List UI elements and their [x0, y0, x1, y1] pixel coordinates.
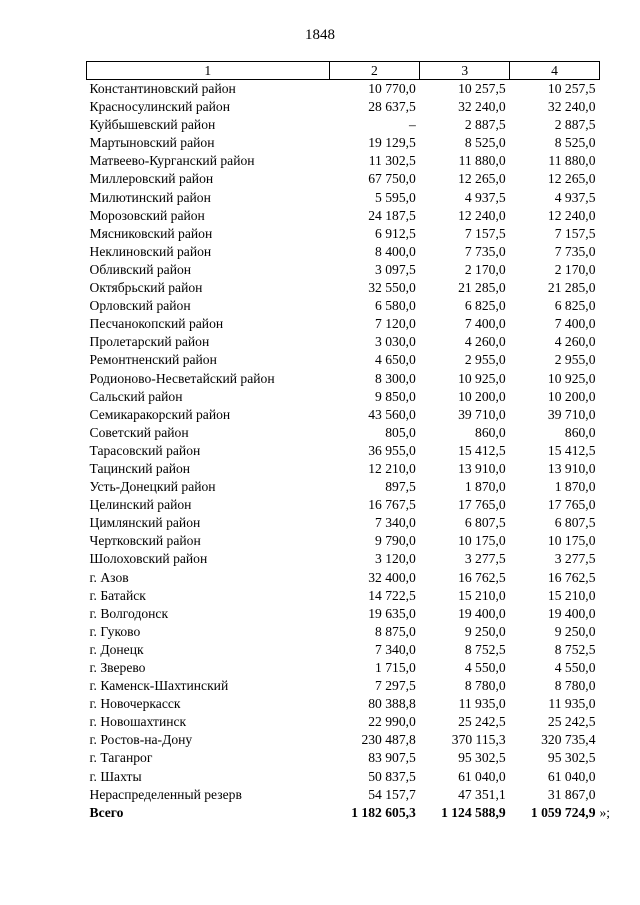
value-col-2: –: [409, 117, 416, 133]
value-col-2: 7 340,0: [375, 641, 416, 657]
row-label: Тацинский район: [89, 460, 191, 476]
value-col-3: 7 400,0: [464, 316, 506, 332]
table-row: [87, 225, 600, 243]
total-value: [420, 804, 510, 822]
value-col-2: 8 875,0: [375, 623, 416, 639]
row-label: Ремонтненский район: [89, 352, 217, 368]
row-label: Сальский район: [89, 388, 183, 404]
table-row: [87, 695, 600, 713]
value-col-2: 8 400,0: [375, 243, 416, 259]
value-col-3: 4 260,0: [464, 334, 506, 350]
value-col-4: 39 710,0: [547, 406, 596, 422]
value-col-4: 2 170,0: [554, 261, 596, 277]
row-label: Октябрьский район: [89, 280, 203, 296]
table-header-row: [87, 62, 600, 80]
value-col-4: 1 870,0: [554, 479, 596, 495]
value-col-4: 10 925,0: [547, 370, 596, 386]
table-row: [87, 424, 600, 442]
row-label: г. Донецк: [89, 641, 144, 657]
total-value: [329, 804, 420, 822]
table-row: [87, 731, 600, 749]
table-body: [87, 80, 611, 822]
table-row: [87, 478, 600, 496]
value-col-4: 10 257,5: [547, 81, 596, 96]
value-col-3: 11 935,0: [458, 696, 506, 712]
table-row: [87, 261, 600, 279]
column-header: 4: [510, 62, 600, 80]
row-label: Целинский район: [89, 497, 192, 513]
value-col-4: 61 040,0: [547, 768, 596, 784]
total-value-text: 1 124 588,9: [441, 804, 506, 820]
row-label: г. Гуково: [89, 623, 141, 639]
value-col-4: 2 887,5: [554, 117, 596, 133]
value-col-3: 1 870,0: [464, 479, 506, 495]
value-col-4: 15 412,5: [547, 442, 596, 458]
value-col-3: 25 242,5: [458, 714, 506, 730]
total-value-text: 1 182 605,3: [351, 804, 416, 820]
table-row: [87, 460, 600, 478]
value-col-3: 21 285,0: [458, 280, 506, 296]
row-label: г. Таганрог: [89, 750, 153, 766]
row-label: г. Каменск-Шахтинский: [89, 678, 229, 694]
row-label: г. Азов: [89, 569, 129, 585]
table-row: [87, 243, 600, 261]
total-value-text: 1 059 724,9: [530, 804, 596, 820]
value-col-4: 8 525,0: [554, 135, 596, 151]
value-col-2: 22 990,0: [368, 714, 416, 730]
table-row: [87, 297, 600, 315]
value-col-4: 6 825,0: [554, 298, 596, 314]
table-row: [87, 170, 600, 188]
table-row: [87, 659, 600, 677]
value-col-2: 83 907,5: [368, 750, 416, 766]
value-col-4: 32 240,0: [547, 99, 596, 115]
row-label: Мартыновский район: [89, 135, 215, 151]
row-label: Семикаракорский район: [89, 406, 231, 422]
value-col-2: 50 837,5: [368, 768, 416, 784]
value-col-4: 25 242,5: [547, 714, 596, 730]
value-col-3: 95 302,5: [458, 750, 506, 766]
table-row: [87, 333, 600, 351]
table-row: [87, 406, 600, 424]
value-col-2: 7 120,0: [375, 316, 416, 332]
value-col-2: 7 297,5: [375, 678, 416, 694]
row-label: Константиновский район: [89, 81, 236, 96]
value-col-2: 6 912,5: [375, 225, 416, 241]
column-header: 2: [329, 62, 420, 80]
value-col-2: 54 157,7: [368, 786, 416, 802]
value-col-3: 16 762,5: [458, 569, 506, 585]
value-col-3: 370 115,3: [451, 732, 506, 748]
value-col-4: 4 260,0: [554, 334, 596, 350]
row-label: Советский район: [89, 424, 189, 440]
value-col-4: 31 867,0: [547, 786, 596, 802]
value-col-3: 11 880,0: [458, 153, 506, 169]
value-col-3: 7 157,5: [464, 225, 506, 241]
value-col-3: 2 955,0: [464, 352, 506, 368]
column-header: 3: [420, 62, 510, 80]
value-col-4: 3 277,5: [554, 551, 596, 567]
table-row: [87, 496, 600, 514]
row-label: г. Шахты: [89, 768, 142, 784]
value-col-4: 4 937,5: [554, 189, 596, 205]
row-label: Неклиновский район: [89, 243, 212, 259]
table-row: [87, 677, 600, 695]
row-label: Чертковский район: [89, 533, 201, 549]
row-label: Нераспределенный резерв: [89, 786, 242, 802]
value-col-3: 6 825,0: [464, 298, 506, 314]
value-col-3: 17 765,0: [458, 497, 506, 513]
table-row: [87, 116, 600, 134]
budget-table: [86, 61, 611, 822]
value-col-3: 12 240,0: [458, 207, 506, 223]
value-col-4: 95 302,5: [547, 750, 596, 766]
value-col-3: 3 277,5: [464, 551, 506, 567]
row-label: г. Новочеркасск: [89, 696, 181, 712]
table-row: [87, 388, 600, 406]
value-col-2: 1 715,0: [375, 660, 416, 675]
table-row: [87, 713, 600, 731]
table-row: [87, 134, 600, 152]
row-label: г. Батайск: [89, 587, 146, 603]
value-col-2: 3 120,0: [375, 551, 416, 567]
table-row: [87, 279, 600, 297]
table-row: [87, 351, 600, 369]
row-label: Обливский район: [89, 261, 192, 277]
row-label: Тарасовский район: [89, 442, 201, 458]
value-col-4: 12 265,0: [547, 171, 596, 187]
value-col-4: 860,0: [564, 424, 596, 440]
value-col-2: 12 210,0: [368, 460, 416, 476]
value-col-2: 14 722,5: [368, 587, 416, 603]
table-row: [87, 514, 600, 532]
value-col-3: 8 525,0: [464, 135, 506, 151]
value-col-3: 4 937,5: [464, 189, 506, 205]
row-label: Миллеровский район: [89, 171, 214, 187]
value-col-4: 13 910,0: [547, 460, 596, 476]
total-label: [87, 804, 330, 822]
value-col-4: 7 157,5: [554, 225, 596, 241]
table-row: [87, 532, 600, 550]
row-label: г. Ростов-на-Дону: [89, 732, 193, 748]
value-col-2: 9 790,0: [375, 533, 416, 549]
value-col-2: 10 770,0: [368, 81, 416, 96]
value-col-4: 7 735,0: [554, 243, 596, 259]
table-row: [87, 207, 600, 225]
value-col-2: 5 595,0: [375, 189, 416, 205]
value-col-4: 16 762,5: [547, 569, 596, 585]
value-col-3: 4 550,0: [464, 660, 506, 675]
column-header: 1: [87, 62, 330, 80]
value-col-4: 8 752,5: [554, 641, 596, 657]
value-col-2: 16 767,5: [368, 497, 416, 513]
row-label: Морозовский район: [89, 207, 205, 223]
value-col-3: 15 412,5: [458, 442, 506, 458]
value-col-4: 6 807,5: [554, 515, 596, 531]
value-col-3: 19 400,0: [458, 605, 506, 621]
value-col-2: 19 129,5: [368, 135, 416, 151]
value-col-3: 39 710,0: [458, 406, 506, 422]
total-row: [87, 804, 600, 822]
table-row: [87, 98, 600, 116]
value-col-4: 4 550,0: [554, 660, 596, 675]
page-number: 1848: [305, 27, 335, 43]
table-row: [87, 587, 600, 605]
value-col-2: 230 487,8: [361, 732, 416, 748]
table-row: [87, 315, 600, 333]
row-label: Орловский район: [89, 298, 191, 314]
value-col-4: 11 935,0: [548, 696, 596, 712]
value-col-3: 860,0: [475, 424, 506, 440]
value-col-3: 8 752,5: [464, 641, 506, 657]
value-col-2: 3 030,0: [375, 334, 416, 350]
total-label-text: Всего: [89, 804, 124, 820]
value-col-3: 6 807,5: [464, 515, 506, 531]
value-col-4: 2 955,0: [554, 352, 596, 368]
table-row: [87, 152, 600, 170]
value-col-3: 10 257,5: [458, 81, 506, 96]
table-row: [87, 80, 600, 99]
value-col-2: 3 097,5: [375, 261, 416, 277]
value-col-2: 28 637,5: [368, 99, 416, 115]
total-value: [510, 804, 611, 822]
table-row: [87, 623, 600, 641]
value-col-3: 47 351,1: [458, 786, 506, 802]
closing-quote-suffix: »;: [599, 804, 611, 820]
value-col-2: 8 300,0: [375, 370, 416, 386]
row-label: Куйбышевский район: [89, 117, 216, 133]
value-col-2: 19 635,0: [368, 605, 416, 621]
value-col-2: 36 955,0: [368, 442, 416, 458]
table-row: [87, 786, 600, 804]
row-label: Родионово-Несветайский район: [89, 370, 275, 386]
table-row: [87, 189, 600, 207]
value-col-2: 80 388,8: [368, 696, 416, 712]
value-col-3: 9 250,0: [464, 623, 506, 639]
row-label: Песчанокопский район: [89, 316, 224, 332]
value-col-3: 7 735,0: [464, 243, 506, 259]
value-col-4: 10 200,0: [547, 388, 596, 404]
value-col-3: 2 170,0: [464, 261, 506, 277]
value-col-4: 11 880,0: [548, 153, 596, 169]
value-col-2: 897,5: [385, 479, 416, 495]
value-col-2: 43 560,0: [368, 406, 416, 422]
value-col-4: 21 285,0: [547, 280, 596, 296]
value-col-2: 9 850,0: [375, 388, 416, 404]
value-col-4: 12 240,0: [547, 207, 596, 223]
row-label: г. Волгодонск: [89, 605, 169, 621]
value-col-2: 11 302,5: [368, 153, 416, 169]
row-label: г. Новошахтинск: [89, 714, 187, 730]
value-col-4: 10 175,0: [547, 533, 596, 549]
value-col-3: 12 265,0: [458, 171, 506, 187]
value-col-2: 24 187,5: [368, 207, 416, 223]
value-col-4: 19 400,0: [547, 605, 596, 621]
value-col-4: 320 735,4: [541, 732, 596, 748]
value-col-3: 2 887,5: [464, 117, 506, 133]
table-row: [87, 569, 600, 587]
table-row: [87, 550, 600, 568]
table-row: [87, 605, 600, 623]
row-label: Милютинский район: [89, 189, 211, 205]
value-col-2: 32 400,0: [368, 569, 416, 585]
row-label: Пролетарский район: [89, 334, 210, 350]
value-col-3: 10 175,0: [458, 533, 506, 549]
value-col-4: 9 250,0: [554, 623, 596, 639]
row-label: Шолоховский район: [89, 551, 208, 567]
value-col-2: 6 580,0: [375, 298, 416, 314]
row-label: г. Зверево: [89, 660, 146, 675]
value-col-4: 17 765,0: [547, 497, 596, 513]
value-col-2: 7 340,0: [375, 515, 416, 531]
value-col-2: 32 550,0: [368, 280, 416, 296]
value-col-3: 10 925,0: [458, 370, 506, 386]
value-col-3: 61 040,0: [458, 768, 506, 784]
value-col-4: 8 780,0: [554, 678, 596, 694]
value-col-4: 15 210,0: [547, 587, 596, 603]
value-col-2: 4 650,0: [375, 352, 416, 368]
row-label: Усть-Донецкий район: [89, 479, 216, 495]
value-col-3: 13 910,0: [458, 460, 506, 476]
value-col-2: 67 750,0: [368, 171, 416, 187]
value-col-2: 805,0: [385, 424, 416, 440]
value-col-4: 7 400,0: [554, 316, 596, 332]
row-label: Матвеево-Курганский район: [89, 153, 255, 169]
value-col-3: 8 780,0: [464, 678, 506, 694]
value-col-3: 15 210,0: [458, 587, 506, 603]
table-row: [87, 370, 600, 388]
table-row: [87, 749, 600, 767]
value-col-3: 32 240,0: [458, 99, 506, 115]
table-row: [87, 442, 600, 460]
row-label: Мясниковский район: [89, 225, 213, 241]
row-label: Цимлянский район: [89, 515, 201, 531]
row-label: Красносулинский район: [89, 99, 230, 115]
table-row: [87, 768, 600, 786]
table-row: [87, 641, 600, 659]
value-col-3: 10 200,0: [458, 388, 506, 404]
